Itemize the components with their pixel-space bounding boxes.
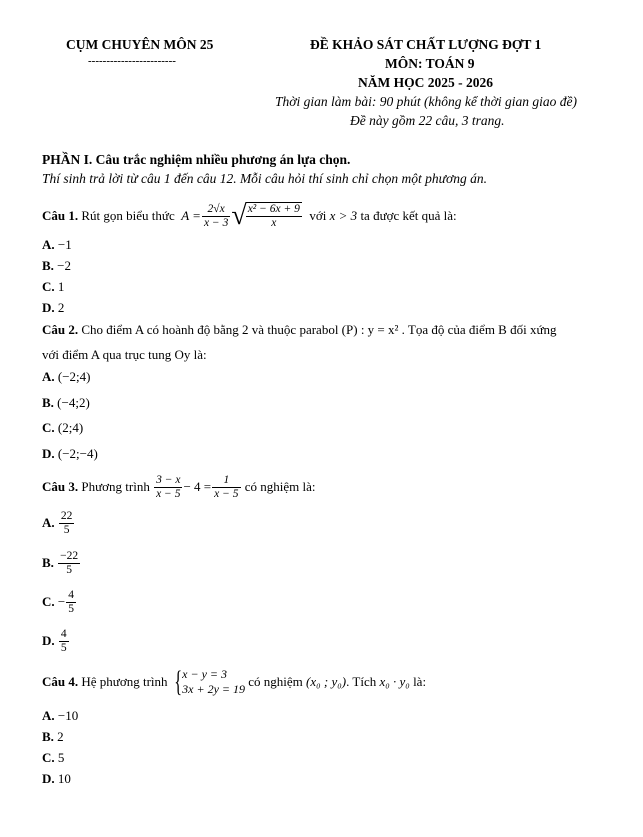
equation-2: 3x + 2y = 19 <box>182 682 246 696</box>
option-c[interactable] <box>42 750 64 766</box>
sqrt-sign: √ <box>231 200 247 231</box>
fraction <box>59 510 75 537</box>
minus-sign: − <box>57 594 66 609</box>
option-b[interactable] <box>42 395 90 411</box>
option-letter: A. <box>42 237 55 252</box>
option-letter: D. <box>42 446 55 461</box>
option-letter: C. <box>42 279 55 294</box>
subject-title: MÔN: TOÁN 9 <box>385 56 475 71</box>
option-value: −1 <box>57 237 72 252</box>
section-instruction: Thí sinh trả lời từ câu 1 đến câu 12. Mỗi câu hỏi thí sinh chỉ chọn một phương án. <box>42 171 487 186</box>
expression-label: A = <box>181 208 201 223</box>
option-value: 5 <box>57 750 65 765</box>
option-value: −2 <box>57 258 72 273</box>
numerator: 4 <box>68 588 74 601</box>
question-2-line2: với điểm A qua trục tung Oy là: <box>42 347 207 362</box>
question-text: có nghiệm là: <box>244 479 316 494</box>
numerator: x² − 6x + 9 <box>247 203 300 215</box>
sqrt-fraction <box>246 202 302 230</box>
option-d[interactable] <box>42 771 71 787</box>
denominator: x − 5 <box>214 487 239 500</box>
option-letter: B. <box>42 729 54 744</box>
denominator: 5 <box>63 523 70 536</box>
question-text: Cho điểm A có hoành độ bằng 2 và thuộc parabol (P) : y = x² . Tọa độ của điểm B đối xứng <box>81 322 557 337</box>
option-a[interactable] <box>42 369 91 385</box>
time-note: Thời gian làm bài: 90 phút (không kể thời gian giao đề) <box>275 94 578 109</box>
question-text: với <box>309 208 327 223</box>
numerator: 3 − x <box>156 473 181 486</box>
option-letter: A. <box>42 515 55 530</box>
option-value: 10 <box>57 771 71 786</box>
question-label: Câu 1. <box>42 208 79 223</box>
question-text: Rút gọn biểu thức <box>81 208 175 223</box>
numerator: −22 <box>60 549 79 562</box>
fraction <box>66 589 76 616</box>
option-value: 1 <box>57 279 65 294</box>
option-c[interactable] <box>42 420 83 436</box>
question-3 <box>42 470 316 504</box>
option-value: −10 <box>57 708 79 723</box>
numerator: 22 <box>60 509 73 522</box>
option-letter: B. <box>42 555 54 570</box>
header-rule: ------------------------ <box>88 55 176 67</box>
condition: x > 3 <box>329 208 358 223</box>
option-d[interactable] <box>42 626 70 656</box>
denominator: 5 <box>68 602 74 615</box>
equation-1: x − y = 3 <box>182 667 228 681</box>
pages-note: Đề này gồm 22 câu, 3 trang. <box>350 113 505 128</box>
question-4 <box>42 664 426 700</box>
question-label: Câu 2. <box>42 322 79 337</box>
option-a[interactable] <box>42 508 75 538</box>
denominator: x − 3 <box>203 216 229 229</box>
question-text: có nghiệm <box>248 674 303 689</box>
option-value: 2 <box>57 729 64 744</box>
question-text: ta được kết quả là: <box>360 208 457 223</box>
option-letter: A. <box>42 369 55 384</box>
fraction <box>58 550 80 577</box>
option-value: (2;4) <box>57 420 84 435</box>
equation-middle: − 4 = <box>183 479 212 494</box>
fraction <box>212 474 240 501</box>
option-value: (−4;2) <box>57 395 90 410</box>
option-letter: B. <box>42 258 54 273</box>
option-letter: C. <box>42 594 55 609</box>
option-b[interactable] <box>42 258 71 274</box>
numerator: 2√x <box>202 203 230 217</box>
question-text: Hệ phương trình <box>81 674 168 689</box>
question-label: Câu 3. <box>42 479 79 494</box>
option-a[interactable] <box>42 708 78 724</box>
numerator: 4 <box>60 627 67 640</box>
denominator: 5 <box>60 641 67 654</box>
denominator: x − 5 <box>156 487 181 500</box>
equation-system <box>182 667 245 697</box>
denominator: 5 <box>66 563 73 576</box>
option-letter: D. <box>42 771 55 786</box>
question-label: Câu 4. <box>42 674 79 689</box>
school-year: NĂM HỌC 2025 - 2026 <box>358 75 493 90</box>
question-text: là: <box>413 674 427 689</box>
option-b[interactable] <box>42 548 81 578</box>
option-value: (−2;4) <box>57 369 91 384</box>
denominator: x <box>271 217 277 229</box>
option-letter: C. <box>42 420 55 435</box>
fraction <box>202 203 230 230</box>
option-a[interactable] <box>42 237 72 253</box>
brace-symbol: { <box>174 665 182 698</box>
product-expression: x₀ · y₀ <box>379 674 410 689</box>
question-1 <box>42 198 457 234</box>
question-text: . Tích <box>346 674 377 689</box>
option-d[interactable] <box>42 446 98 462</box>
numerator: 1 <box>212 474 240 488</box>
option-letter: D. <box>42 633 55 648</box>
option-letter: B. <box>42 395 54 410</box>
school-cluster-title: CỤM CHUYÊN MÔN 25 <box>66 37 214 52</box>
option-value: (−2;−4) <box>57 446 98 461</box>
option-letter: D. <box>42 300 55 315</box>
question-text: Phương trình <box>81 479 150 494</box>
option-c[interactable] <box>42 279 64 295</box>
fraction <box>154 474 182 501</box>
section-title: PHẦN I. Câu trắc nghiệm nhiều phương án lựa chọn. <box>42 152 351 167</box>
option-letter: A. <box>42 708 55 723</box>
question-2 <box>42 322 557 338</box>
option-letter: C. <box>42 750 55 765</box>
option-value: 2 <box>57 300 65 315</box>
solution-pair: (x₀ ; y₀) <box>306 674 347 689</box>
fraction <box>59 628 69 655</box>
exam-title: ĐỀ KHẢO SÁT CHẤT LƯỢNG ĐỢT 1 <box>310 37 542 52</box>
option-c[interactable] <box>42 587 77 617</box>
option-d[interactable] <box>42 300 64 316</box>
option-b[interactable] <box>42 729 64 745</box>
